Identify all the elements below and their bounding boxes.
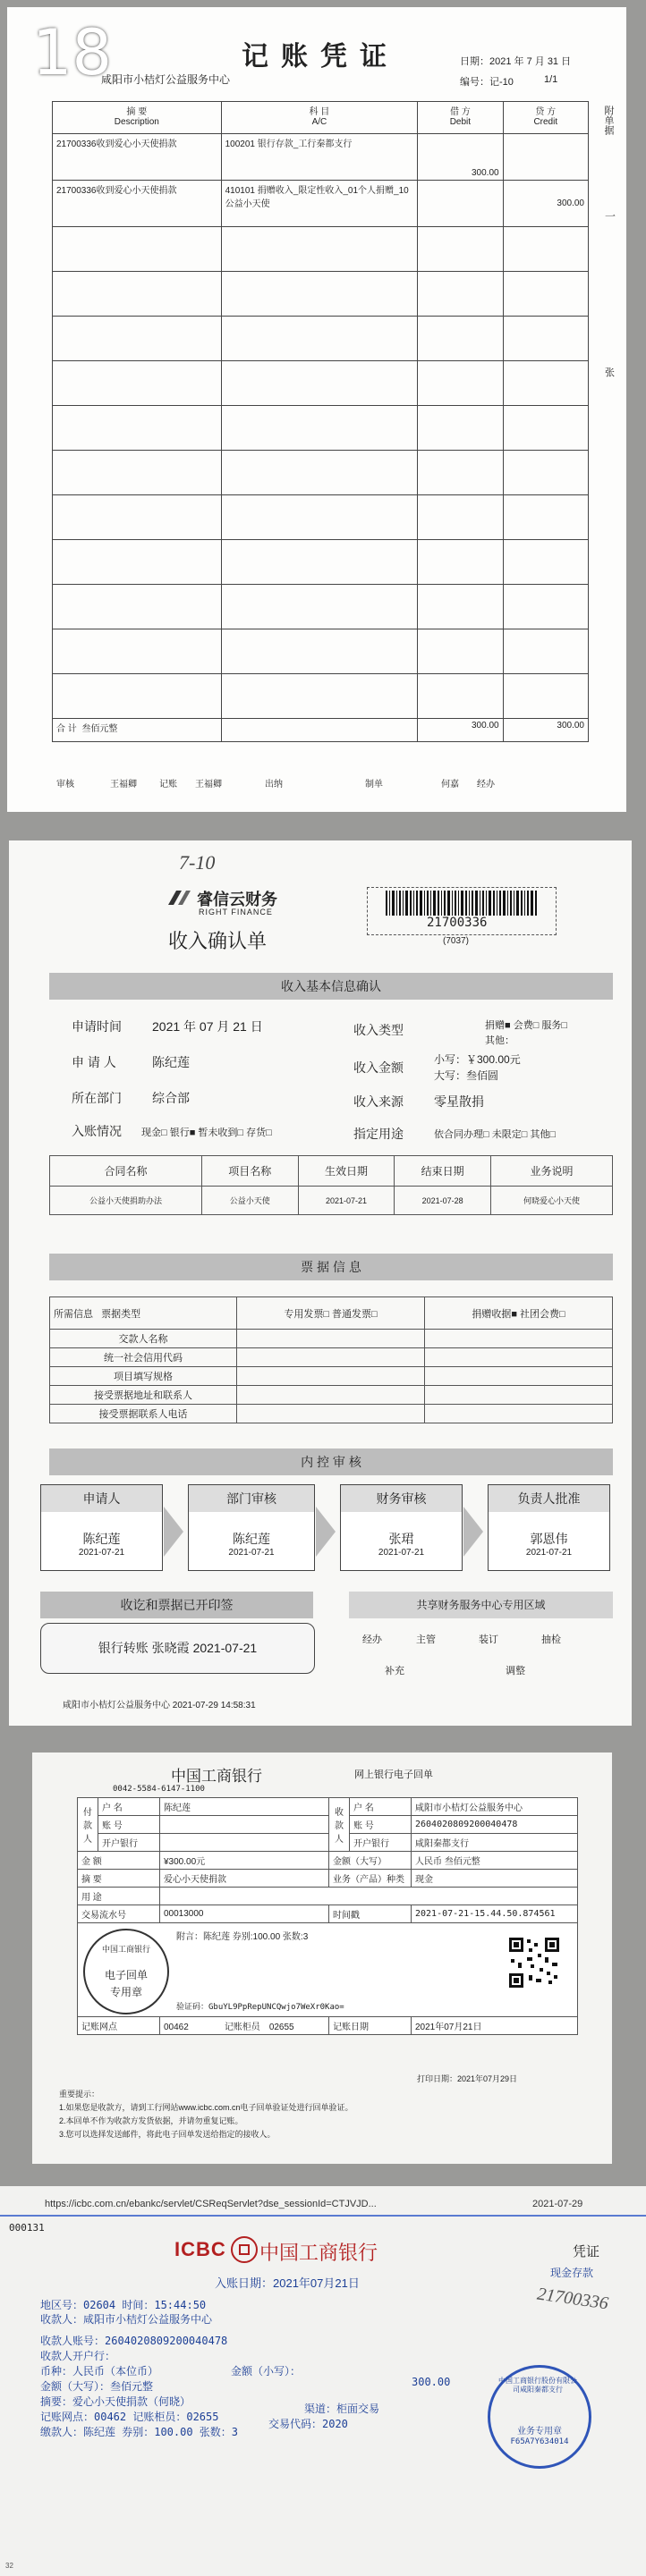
amount-label: 金 额 <box>78 1852 160 1870</box>
type-label: 收入类型 <box>353 1023 404 1037</box>
amount: ¥300.00元 <box>160 1852 329 1870</box>
seal-line2: 业务专用章 <box>517 2427 562 2437</box>
printed-stamp: 银行转账 张晓霞 2021-07-21 <box>98 1641 258 1655</box>
step-name: 张珺 <box>388 1532 414 1546</box>
source: 零星散捐 <box>434 1094 484 1109</box>
handwritten-note: 7-10 <box>179 851 216 874</box>
dept: 综合部 <box>152 1091 190 1105</box>
step-title: 申请人 <box>41 1485 162 1512</box>
step-name: 陈纪莲 <box>233 1532 270 1546</box>
brand-logo-icon <box>166 887 192 913</box>
handwritten-number: 21700336 <box>535 2284 610 2314</box>
seal-mid: 电子回单 <box>104 1969 148 1981</box>
note-line: 3.您可以选择发送邮件，将此电子回单发送给指定的接收人。 <box>59 2130 276 2139</box>
shared-role: 主管 <box>416 1634 436 1645</box>
corner-number: 32 <box>5 2562 13 2570</box>
icbc-serial: 0042-5584-6147-1100 <box>113 1785 205 1794</box>
voucher-serial: 000131 <box>9 2222 45 2234</box>
step-date: 2021-07-21 <box>78 1548 125 1558</box>
brand-name-en: RIGHT FINANCE <box>199 908 273 916</box>
poster: 王福卿 <box>195 780 222 790</box>
col-debit: 借 方 <box>449 107 471 117</box>
tx: 00013000 <box>160 1905 329 1923</box>
payer-bank <box>160 1834 329 1852</box>
tx-label: 交易流水号 <box>78 1905 160 1923</box>
channel: 渠道：柜面交易 <box>304 2403 380 2415</box>
icbc-seal <box>83 1929 169 2014</box>
net: 00462 <box>164 2023 189 2032</box>
teller: 02655 <box>268 2023 294 2032</box>
deposit-line: 金额（大写）：叁佰元整 <box>40 2380 154 2393</box>
col-summary-en: Description <box>114 117 159 127</box>
payee-account: 2604020809200040478 <box>412 1816 578 1834</box>
teller-label: 记账柜员 <box>224 2023 260 2032</box>
inv-row: 接受票据联系人电话 <box>50 1405 237 1423</box>
row-credit: 300.00 <box>503 181 588 227</box>
print-date: 打印日期：2021年07月29日 <box>417 2074 518 2083</box>
inv-col1: 所需信息 <box>54 1308 93 1320</box>
total-label: 合 计 <box>56 724 77 734</box>
cashier-label: 出纳 <box>265 780 283 790</box>
voucher-number: 编号：记-10 <box>460 77 514 88</box>
handler-label: 经办 <box>477 780 495 790</box>
contract-header: 合同名称 <box>50 1156 202 1187</box>
name-label: 户 名 <box>98 1798 160 1816</box>
seal-line3: F65A7Y634014 <box>510 2437 569 2446</box>
date-label: 记账日期 <box>329 2017 412 2035</box>
step-name: 陈纪莲 <box>82 1532 121 1546</box>
name-label: 户 名 <box>350 1798 412 1816</box>
shared-role: 调整 <box>506 1666 525 1677</box>
total-credit: 300.00 <box>503 719 588 742</box>
section-printed: 收讫和票据已开印签 <box>40 1592 313 1618</box>
deposit-line: 收款人账号：2604020809200040478 <box>40 2335 228 2347</box>
form-footer: 咸阳市小桔灯公益服务中心 2021-07-29 14:58:31 <box>63 1701 256 1710</box>
step-name: 郭恩伟 <box>530 1532 568 1546</box>
source-label: 收入来源 <box>353 1094 404 1109</box>
attachment-count: 一 <box>605 210 616 223</box>
contract-cell: 何晓爱心小天使 <box>490 1187 612 1215</box>
deposit-title: 凭证 <box>573 2244 600 2259</box>
dept-label: 所在部门 <box>72 1091 122 1105</box>
income-confirmation-form <box>9 840 632 1726</box>
accounting-voucher <box>7 7 626 812</box>
deposit-subtitle: 现金存款 <box>550 2267 594 2279</box>
preparer-label: 制单 <box>365 780 383 790</box>
icbc-logo-icon <box>231 2236 258 2263</box>
deposit-line: 币种：人民币（本位币） <box>40 2365 159 2378</box>
apply-time: 2021 年 07 月 21 日 <box>152 1019 263 1034</box>
step-title: 负责人批准 <box>489 1485 609 1512</box>
amount-big: 大写：叁佰圆 <box>434 1069 499 1082</box>
voucher-org: 咸阳市小桔灯公益服务中心 <box>101 73 231 86</box>
attachment-label: 附单据 <box>603 106 614 135</box>
col-subject: 科 目 <box>309 107 330 117</box>
shared-role: 抽检 <box>541 1634 561 1645</box>
amount-big: 人民币 叁佰元整 <box>412 1852 578 1870</box>
shared-role: 经办 <box>362 1634 382 1645</box>
payer-name: 陈纪莲 <box>160 1798 329 1816</box>
deposit-line: 收款人：咸阳市小桔灯公益服务中心 <box>40 2313 213 2326</box>
step-date: 2021-07-21 <box>228 1548 275 1558</box>
account-label: 账 号 <box>350 1816 412 1834</box>
divider <box>0 2215 646 2217</box>
amount-small: 小写：￥300.00元 <box>434 1053 521 1066</box>
col-credit-en: Credit <box>533 117 558 127</box>
bank-seal <box>488 2365 591 2469</box>
barcode-frame <box>367 887 557 935</box>
bank-label: 开户银行 <box>350 1834 412 1852</box>
payee-label: 收款人 <box>329 1798 350 1852</box>
review-label: 审核 <box>56 780 74 790</box>
printed-stamp-box <box>40 1623 315 1674</box>
entry-label: 入账情况 <box>72 1124 122 1138</box>
deposit-line: 记账网点：00462 记账柜员：02655 <box>40 2411 219 2423</box>
remark: 附言：陈纪莲 券别:100.00 张数:3 <box>176 1932 309 1942</box>
attachment-unit: 张 <box>605 367 615 378</box>
account-label: 账 号 <box>98 1816 160 1834</box>
inv-col2: 专用发票□ 普通发票□ <box>237 1297 425 1330</box>
reviewer: 王福卿 <box>110 780 137 790</box>
page-number: 18 <box>32 16 113 89</box>
summary: 爱心小天使捐款 <box>160 1870 329 1888</box>
row-debit <box>418 181 503 227</box>
deposit-line: 缴款人：陈纪莲 券别：100.00 张数：3 <box>40 2426 239 2438</box>
step-dept-review <box>188 1484 315 1571</box>
icbc-electronic-receipt <box>32 1753 612 2164</box>
bank-label: 开户银行 <box>98 1834 160 1852</box>
step-title: 财务审核 <box>341 1485 462 1512</box>
seal-top: 中国工商银行 <box>101 1945 150 1954</box>
note-line: 1.如果您是收款方，请到工行网站www.icbc.com.cn电子回单验证处进行回单验证。 <box>59 2103 353 2112</box>
shared-role: 补充 <box>385 1666 404 1677</box>
icbc-subtitle: 网上银行电子回单 <box>354 1769 433 1780</box>
contract-cell: 2021-07-21 <box>298 1187 395 1215</box>
col-subject-en: A/C <box>311 117 327 127</box>
preparer: 何嘉 <box>441 780 459 790</box>
biz-label: 业务（产品）种类 <box>329 1870 412 1888</box>
total-words: 叁佰元整 <box>81 724 118 734</box>
contract-header: 业务说明 <box>490 1156 612 1187</box>
row-subject: 410101 捐赠收入_限定性收入_01个人捐赠_10公益小天使 <box>221 181 418 227</box>
entry-date: 入账日期：2021年07月21日 <box>215 2276 360 2290</box>
row-summary: 21700336收到爱心小天使捐款 <box>53 181 222 227</box>
apply-time-label: 申请时间 <box>72 1019 122 1034</box>
table-row <box>50 1187 613 1215</box>
net-label: 记账网点 <box>78 2017 160 2035</box>
seal-bot: 专用章 <box>109 1986 142 1998</box>
icbc-bank-name: 中国工商银行 <box>171 1768 262 1785</box>
use-label: 用 途 <box>78 1888 160 1905</box>
step-finance-review <box>340 1484 463 1571</box>
voucher-url: https://icbc.com.cn/ebankc/servlet/CSReqServlet?dse_sessionId=CTJVJD... <box>45 2199 377 2209</box>
posting-label: 记账 <box>159 780 177 790</box>
row-debit: 300.00 <box>418 134 503 181</box>
icbc-bank-name-red: 中国工商银行 <box>259 2242 378 2264</box>
tx-code: 交易代码：2020 <box>268 2418 348 2430</box>
purpose-label: 指定用途 <box>353 1127 404 1141</box>
step-applicant <box>40 1484 163 1571</box>
time: 2021-07-21-15.44.50.874561 <box>412 1905 578 1923</box>
type-other: 其他： <box>485 1035 514 1046</box>
deposit-line: 摘要：爱心小天使捐款（何晓） <box>40 2395 191 2408</box>
icbc-receipt-table <box>77 1797 578 2035</box>
time-label: 时间戳 <box>329 1905 412 1923</box>
amount-small-label: 金额（小写）： <box>231 2365 302 2378</box>
verify-code: 验证码：GbuYL9PpRepUNCQwjo7WeXr0Kao= <box>176 2003 344 2012</box>
inv-row: 交款人名称 <box>50 1330 237 1348</box>
row-summary: 21700336收到爱心小天使捐款 <box>53 134 222 181</box>
arrow-right-icon <box>316 1507 336 1557</box>
inv-row: 接受票据地址和联系人 <box>50 1386 237 1405</box>
inv-col3: 捐赠收据■ 社团会费□ <box>425 1297 613 1330</box>
row-subject: 100201 银行存款_工行秦都支行 <box>221 134 418 181</box>
arrow-right-icon <box>463 1507 483 1557</box>
biz: 现金 <box>412 1870 578 1888</box>
inv-row: 统一社会信用代码 <box>50 1348 237 1367</box>
summary-label: 摘 要 <box>78 1870 160 1888</box>
form-title: 收入确认单 <box>168 930 268 952</box>
deposit-line: 收款人开户行： <box>40 2350 116 2362</box>
section-review: 内 控 审 核 <box>49 1448 613 1475</box>
col-summary: 摘 要 <box>126 107 148 117</box>
purpose-options: 依合同办理□ 未限定□ 其他□ <box>434 1129 557 1140</box>
deposit-line: 地区号：02604 时间：15:44:50 <box>40 2299 207 2311</box>
step-title: 部门审核 <box>189 1485 314 1512</box>
note-line: 2.本回单不作为收款方发货依据，并请勿重复记账。 <box>59 2116 243 2125</box>
row-credit <box>503 134 588 181</box>
section-invoice: 票 据 信 息 <box>49 1254 613 1280</box>
step-approval <box>488 1484 610 1571</box>
seal-line1: 中国工商银行股份有限公司咸阳秦都支行 <box>498 2377 577 2394</box>
inv-row: 项目填写规格 <box>50 1367 237 1386</box>
table-row <box>53 134 589 181</box>
type-options: 捐赠■ 会费□ 服务□ <box>485 1020 568 1031</box>
contract-header: 生效日期 <box>298 1156 395 1187</box>
inv-col1b: 票据类型 <box>101 1308 141 1320</box>
applicant: 陈纪莲 <box>152 1055 190 1069</box>
arrow-right-icon <box>164 1507 183 1557</box>
contract-cell: 2021-07-28 <box>395 1187 491 1215</box>
icbc-brand: ICBC <box>174 2238 226 2260</box>
payer-label: 付款人 <box>78 1798 98 1852</box>
voucher-title: 记账凭证 <box>242 42 399 72</box>
payee-name: 咸阳市小桔灯公益服务中心 <box>412 1798 578 1816</box>
table-row <box>53 181 589 227</box>
voucher-date: 日期：2021 年 7 月 31 日 <box>460 56 572 67</box>
payer-account <box>160 1816 329 1834</box>
col-credit: 贷 方 <box>535 107 557 117</box>
shared-role: 装订 <box>479 1634 498 1645</box>
contract-table <box>49 1155 613 1215</box>
date: 2021年07月21日 <box>412 2017 578 2035</box>
brand-name: 睿信云财务 <box>197 891 277 908</box>
step-date: 2021-07-21 <box>378 1548 425 1558</box>
step-date: 2021-07-21 <box>525 1548 573 1558</box>
icbc-deposit-voucher <box>0 2186 646 2576</box>
total-row <box>53 719 589 742</box>
amount-small: 300.00 <box>412 2376 451 2388</box>
contract-cell: 公益小天使捐助办法 <box>50 1187 202 1215</box>
voucher-page: 1/1 <box>544 74 558 85</box>
amount-label: 收入金额 <box>353 1060 404 1075</box>
applicant-label: 申 请 人 <box>72 1055 116 1069</box>
barcode-number: 21700336 <box>427 916 488 930</box>
qr-code-icon <box>507 1936 561 1989</box>
payee-bank: 咸阳秦都支行 <box>412 1834 578 1852</box>
voucher-table <box>52 101 589 742</box>
notes-title: 重要提示： <box>59 2090 100 2099</box>
invoice-table <box>49 1296 613 1423</box>
col-debit-en: Debit <box>449 117 472 127</box>
contract-cell: 公益小天使 <box>201 1187 298 1215</box>
section-shared: 共享财务服务中心专用区域 <box>349 1592 613 1618</box>
entry-options: 现金□ 银行■ 暂未收到□ 存货□ <box>141 1128 272 1138</box>
barcode-sub: (7037) <box>443 936 469 946</box>
voucher-url-date: 2021-07-29 <box>532 2199 583 2209</box>
barcode-icon <box>386 891 538 916</box>
contract-header: 结束日期 <box>395 1156 491 1187</box>
amount-big-label: 金额（大写） <box>329 1852 412 1870</box>
contract-header: 项目名称 <box>201 1156 298 1187</box>
section-basic-info: 收入基本信息确认 <box>49 973 613 1000</box>
total-debit: 300.00 <box>418 719 503 742</box>
